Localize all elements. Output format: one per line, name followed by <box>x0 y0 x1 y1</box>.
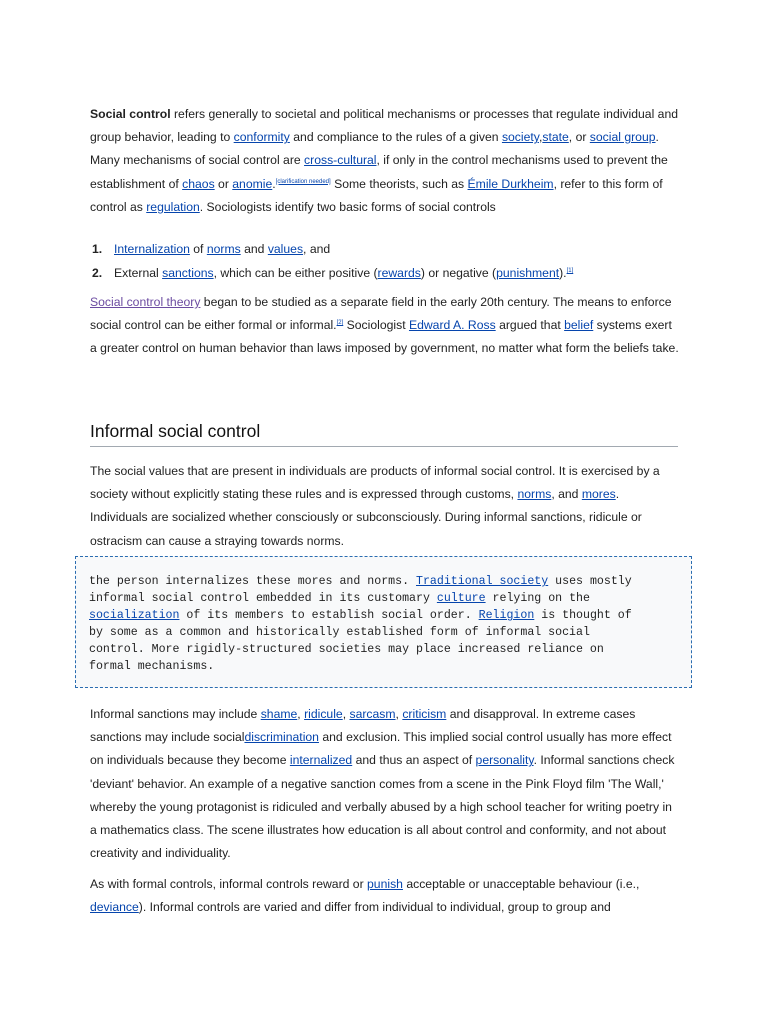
link-values[interactable]: values <box>267 242 304 256</box>
link-society[interactable]: society <box>501 130 539 145</box>
text: , refer to this form of control as <box>90 176 663 214</box>
text: of <box>189 242 207 256</box>
text: . Informal sanctions check 'deviant' behavior. An example of a negative sanction comes from a scene in the Pink Floyd film 'The Wall,' whereby the young protagonist is ridiculed and verbally abused by a high school teacher for writing poetry in a mathematics class. The scene illustrates how education is all about control and conformity, and not about creativity and individuality. <box>90 753 675 861</box>
text: , or <box>568 130 590 145</box>
reference-link[interactable]: [1] <box>566 267 574 274</box>
link-belief[interactable]: belief <box>564 318 594 333</box>
link-social-group[interactable]: social group <box>589 130 656 145</box>
text: , <box>297 707 305 721</box>
text: , if only in the control mechanisms used to prevent the establishment of <box>90 153 668 191</box>
link-personality[interactable]: personality <box>475 753 534 768</box>
text: or <box>214 176 233 191</box>
link-cross-cultural[interactable]: cross-cultural <box>304 153 377 168</box>
link-state[interactable]: state <box>542 130 569 145</box>
list-number: 2. <box>92 266 103 280</box>
controls-paragraph <box>90 873 680 919</box>
text: relying on the <box>492 592 590 606</box>
link-culture[interactable]: culture <box>436 592 486 606</box>
text: , <box>342 707 350 721</box>
clarification-link[interactable]: [clarification needed] <box>275 178 331 185</box>
text: , and <box>303 242 331 256</box>
link-socialization[interactable]: socialization <box>89 609 180 623</box>
text: . <box>272 176 276 191</box>
link-durkheim[interactable]: Émile Durkheim <box>467 176 554 191</box>
text: , which can be either positive ( <box>213 266 378 280</box>
text: acceptable or unacceptable behaviour (i.e., <box>402 877 640 891</box>
text: systems exert a greater control on human behavior than laws imposed by government, no matter what form the beliefs take. <box>90 318 679 356</box>
text: is thought of by some as a common and historically established form of informal social control. More rigidly-structured societies may place increased reliance on formal mechanisms. <box>89 609 632 674</box>
text: External <box>114 266 163 280</box>
informal-intro-paragraph <box>90 460 680 553</box>
preformatted-block <box>75 556 692 688</box>
link-regulation[interactable]: regulation <box>146 199 200 214</box>
text: and compliance to the rules of a given <box>289 130 502 145</box>
reference-1[interactable] <box>567 268 574 274</box>
link-shame[interactable]: shame <box>260 707 298 721</box>
link-punish[interactable]: punish <box>367 877 403 891</box>
link-norms[interactable]: norms <box>206 242 241 256</box>
text: and <box>240 242 268 256</box>
text: . Individuals are socialized whether consciously or subconsciously. During informal sanctions, ridicule or ostracism can cause a straying towards norms. <box>90 487 642 548</box>
link-criticism[interactable]: criticism <box>402 707 447 721</box>
text: uses mostly informal social control embedded in its customary <box>89 575 632 606</box>
text: the person internalizes these mores and norms. <box>89 575 416 588</box>
link-punishment[interactable]: punishment <box>496 266 560 280</box>
forms-list <box>92 237 674 285</box>
intro-paragraph <box>90 103 680 219</box>
link-internalization[interactable]: Internalization <box>114 242 190 256</box>
text: Sociologist <box>343 318 409 333</box>
text: . Sociologists identify two basic forms of social controls <box>199 199 496 214</box>
link-sarcasm[interactable]: sarcasm <box>349 707 396 721</box>
link-anomie[interactable]: anomie <box>232 176 273 191</box>
list-number: 1. <box>92 242 103 256</box>
reference-link[interactable]: [2] <box>336 320 344 327</box>
clarification-needed-note[interactable] <box>276 179 331 185</box>
link-sanctions[interactable]: sanctions <box>162 266 214 280</box>
text: refers generally to societal and political mechanisms or processes that regulate individual and group behavior, leading to <box>90 107 678 145</box>
link-internalized[interactable]: internalized <box>289 753 353 768</box>
section-heading: Informal social control <box>90 421 678 447</box>
text: of its members to establish social order. <box>179 609 479 623</box>
text: and exclusion. This implied social control usually has more effect on individuals because they become <box>90 730 672 768</box>
link-ridicule[interactable]: ridicule <box>304 707 343 721</box>
list-item <box>92 261 674 285</box>
link-rewards[interactable]: rewards <box>377 266 421 280</box>
text: As with formal controls, informal controls reward or <box>90 877 368 891</box>
text: and disapproval. In extreme cases sanctions may include social <box>90 707 636 745</box>
sanctions-paragraph <box>90 703 680 865</box>
text: The social values that are present in individuals are products of informal social control. It is exercised by a society without explicitly stating these rules and is expressed through customs, <box>90 464 660 502</box>
text: ). Informal controls are varied and differ from individual to individual, group to group and <box>138 900 611 915</box>
link-edward-ross[interactable]: Edward A. Ross <box>408 318 496 333</box>
text: Informal sanctions may include <box>90 707 261 721</box>
theory-paragraph <box>90 291 680 361</box>
link-deviance[interactable]: deviance <box>90 900 139 915</box>
link-norms[interactable]: norms <box>517 487 552 502</box>
text: , <box>395 707 403 721</box>
text: , <box>538 130 543 145</box>
term-social-control: Social control <box>90 107 171 121</box>
text: began to be studied as a separate field in the early 20th century. The means to enforce social control can be either formal or informal. <box>90 295 672 333</box>
link-mores[interactable]: mores <box>581 487 616 502</box>
link-chaos[interactable]: chaos <box>182 176 215 191</box>
link-social-control-theory[interactable]: Social control theory <box>90 295 201 309</box>
link-traditional-society[interactable]: Traditional society <box>416 575 549 588</box>
text: ) or negative ( <box>420 266 497 280</box>
list-item <box>92 237 674 261</box>
link-discrimination[interactable]: discrimination <box>244 730 319 745</box>
text: , and <box>551 487 582 502</box>
text: Some theorists, such as <box>330 176 468 191</box>
text: ). <box>559 266 567 280</box>
link-religion[interactable]: Religion <box>478 609 535 623</box>
text: argued that <box>495 318 565 333</box>
text: and thus an aspect of <box>352 753 476 768</box>
link-conformity[interactable]: conformity <box>233 130 290 145</box>
text: . Many mechanisms of social control are <box>90 130 659 168</box>
